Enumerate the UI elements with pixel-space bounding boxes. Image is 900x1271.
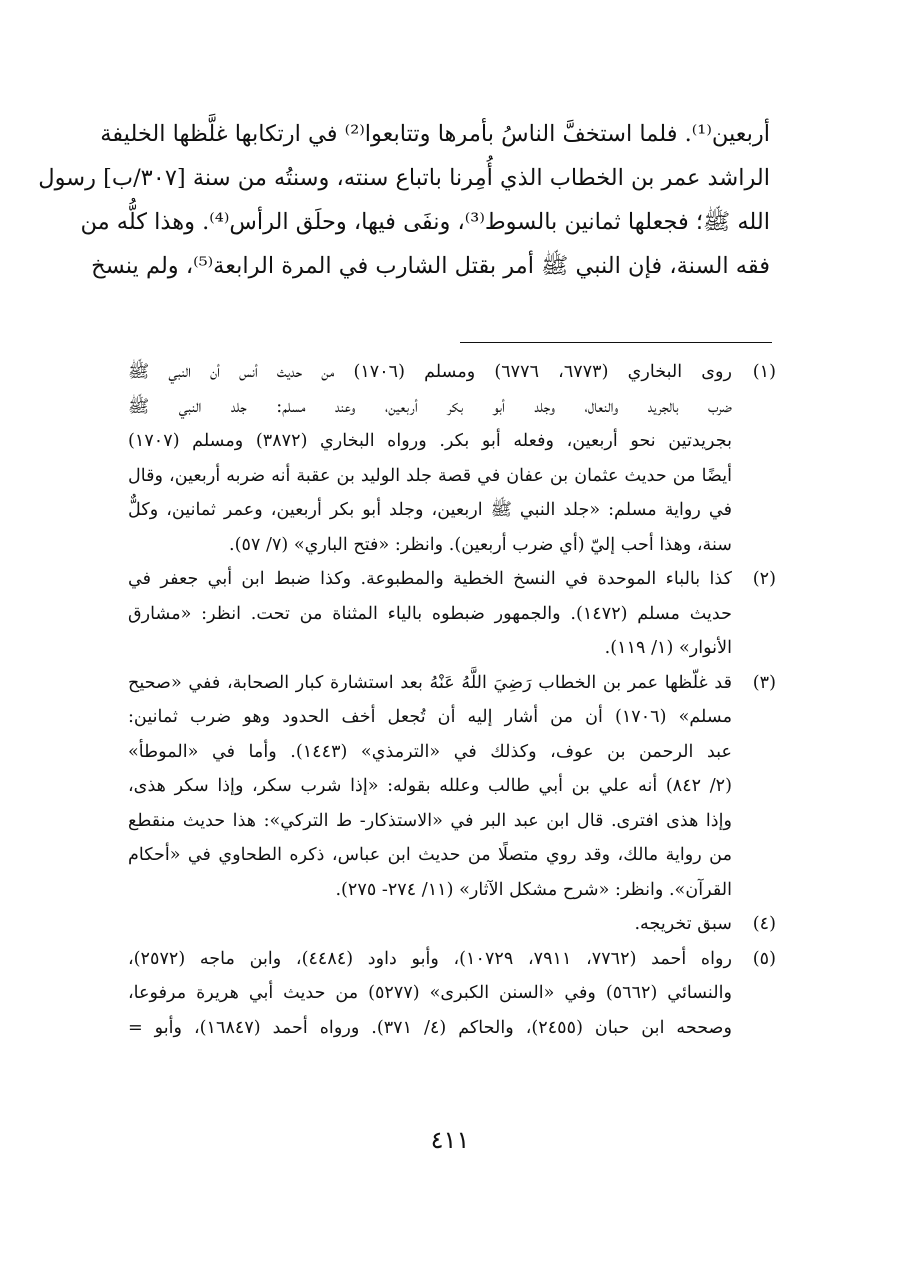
footnotes-section xyxy=(128,355,776,1045)
footnote-line: من رواية مالك، وقد روي متصلًا من حديث ابن عباس، ذكره الطحاوي في «أحكام xyxy=(128,845,732,865)
main-text-line: الله ﷺ؛ فجعلها ثمانين بالسوط⁽³⁾، ونفَى فيها، وحلَق الرأس⁽⁴⁾. وهذا كلُّه من xyxy=(80,209,770,235)
footnote-line: بجريدتين نحو أربعين، وفعله أبو بكر. ورواه البخاري (٣٨٧٢) ومسلم (١٧٠٧) xyxy=(128,431,732,451)
footnote-4 xyxy=(128,907,776,942)
footnote-line: حديث مسلم (١٤٧٢). والجمهور ضبطوه بالياء المثناة من تحت. انظر: «مشارق xyxy=(128,603,732,624)
footnote-2 xyxy=(128,562,776,666)
footnote-line: رواه أحمد (٧٧٦٢، ٧٩١١، ١٠٧٢٩)، وأبو داود (٤٤٨٤)، وابن ماجه (٢٥٧٢)، xyxy=(128,948,732,969)
footnote-5 xyxy=(128,942,776,1046)
page-number: ٤١١ xyxy=(430,1126,470,1154)
footnote-1 xyxy=(128,355,776,562)
main-text-line: الراشد عمر بن الخطاب الذي أُمِرنا باتباع سنته، وسنتُه من سنة [٣٠٧/ب] رسول xyxy=(38,165,770,191)
footnote-number: (٥) xyxy=(752,948,776,969)
footnote-line: قد غلّظها عمر بن الخطاب رَضِيَ اللَّهُ عَنْهُ بعد استشارة كبار الصحابة، ففي «صحيح xyxy=(128,672,732,693)
footnote-number: (٢) xyxy=(752,569,776,589)
footnote-separator xyxy=(460,342,772,343)
footnote-line: في رواية مسلم: «جلد النبي ﷺ اربعين، وجلد أبو بكر أربعين، وعمر ثمانين، وكلٌّ xyxy=(128,500,732,520)
footnote-line: سنة، وهذا أحب إليّ (أي ضرب أربعين). وانظر: «فتح الباري» (٧/ ٥٧). xyxy=(229,534,732,555)
footnote-line: مسلم» (١٧٠٦) أن من أشار إليه أن تُجعل أخف الحدود وهو ضرب ثمانين: xyxy=(128,707,732,727)
footnote-line: كذا بالباء الموحدة في النسخ الخطية والمطبوعة. وكذا ضبط ابن أبي جعفر في xyxy=(128,569,732,589)
footnote-line: وإذا هذى افترى. قال ابن عبد البر في «الاستذكار- ط التركي»: هذا حديث منقطع xyxy=(128,810,732,831)
footnote-line: والنسائي (٥٦٦٢) وفي «السنن الكبرى» (٥٢٧٧) من حديث أبي هريرة مرفوعا، xyxy=(128,983,732,1003)
footnote-line: روى البخاري (٦٧٧٣، ٦٧٧٦) ومسلم (١٧٠٦) من حديث أنس أن النبي ﷺ xyxy=(128,362,732,382)
footnote-line: (٢/ ٨٤٢) أنه علي بن أبي طالب وعلله بقوله: «إذا شرب سكر، وإذا سكر هذى، xyxy=(128,776,732,796)
main-text-line: فقه السنة، فإن النبي ﷺ أمر بقتل الشارب في المرة الرابعة⁽⁵⁾، ولم ينسخ xyxy=(91,253,770,279)
footnote-number: (٣) xyxy=(752,672,776,693)
footnote-line: القرآن». وانظر: «شرح مشكل الآثار» (١١/ ٢٧٤- ٢٧٥). xyxy=(335,879,732,900)
footnote-line: وصححه ابن حبان (٢٤٥٥)، والحاكم (٤/ ٣٧١). ورواه أحمد (١٦٨٤٧)، وأبو = xyxy=(128,1017,732,1038)
footnote-number: (١) xyxy=(752,362,776,382)
footnote-number: (٤) xyxy=(752,914,776,934)
main-body-text xyxy=(38,112,770,288)
footnote-line: أيضًا من حديث عثمان بن عفان في قصة جلد الوليد بن عقبة أنه ضربه أربعين، وقال xyxy=(128,465,732,486)
footnote-line: عبد الرحمن بن عوف، وكذلك في «الترمذي» (١٤٤٣). وأما في «الموطأ» xyxy=(128,741,732,762)
footnote-3 xyxy=(128,666,776,908)
footnote-line: ضرب بالجريد والنعال، وجلد أبو بكر أربعين، وعند مسلم: جلد النبي ﷺ xyxy=(128,396,732,417)
footnote-line: سبق تخريجه. xyxy=(634,914,732,934)
main-text-line: أربعين⁽¹⁾. فلما استخفَّ الناسُ بأمرها وتتابعوا⁽²⁾ في ارتكابها غلَّظها الخليفة xyxy=(100,121,770,147)
footnote-line: الأنوار» (١/ ١١٩). xyxy=(604,638,732,658)
